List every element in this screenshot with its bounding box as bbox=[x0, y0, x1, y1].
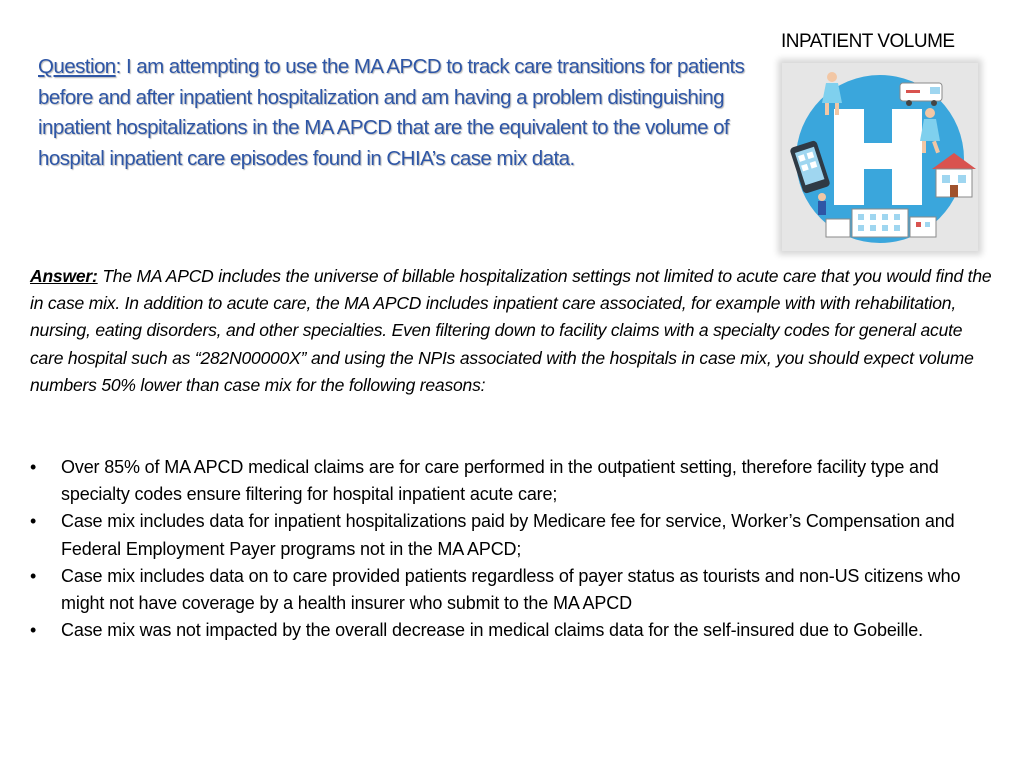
reason-item bbox=[30, 617, 990, 644]
answer-text: The MA APCD includes the universe of billable hospitalization settings not limited to acute care that you would find the in case mix. In addition to acute care, the MA APCD includes inpatient care associated, for example with with rehabilitation, nursing, eating disorders, and other specialties. Even filtering down to facility claims with a specialty codes for general acute care hospital such as “282N00000X” and using the NPIs associated with the hospitals in case mix, you should expect volume numbers 50% lower than case mix for the following reasons: bbox=[30, 266, 992, 395]
reason-text: Over 85% of MA APCD medical claims are for care performed in the outpatient setting, therefore facility type and specialty codes ensure filtering for hospital inpatient acute care; bbox=[61, 457, 939, 505]
question-text: : I am attempting to use the MA APCD to track care transitions for patients before and after inpatient hospitalization and am having a problem distinguishing inpatient hospitalizations in the MA APCD that are the equivalent to the volume of hospital inpatient care episodes found in CHIA’s case mix data. bbox=[38, 55, 745, 170]
reason-item bbox=[30, 563, 990, 617]
reasons-list bbox=[30, 454, 990, 644]
reason-text: Case mix includes data on to care provided patients regardless of payer status as tourists and non-US citizens who might not have coverage by a health insurer who submit to the MA APCD bbox=[61, 565, 961, 614]
bullet-glyph: • bbox=[30, 457, 37, 477]
reason-text: Case mix includes data for inpatient hospitalizations paid by Medicare fee for service, Worker’s Compensation and Federal Employment Payer programs not in the MA APCD; bbox=[61, 511, 955, 559]
slide-title: INPATIENT VOLUME bbox=[781, 31, 955, 52]
bullet-glyph: • bbox=[30, 565, 37, 586]
reason-item bbox=[30, 454, 990, 508]
person-icon bbox=[818, 193, 826, 215]
hospital-icon bbox=[782, 63, 978, 251]
question-paragraph bbox=[38, 52, 773, 174]
reason-item bbox=[30, 508, 990, 562]
bullet-glyph: • bbox=[30, 620, 37, 641]
answer-label: Answer: bbox=[30, 266, 98, 286]
hospital-illustration bbox=[782, 63, 978, 251]
answer-paragraph bbox=[30, 263, 995, 399]
reason-text: Case mix was not impacted by the overall decrease in medical claims data for the self-insured due to Gobeille. bbox=[61, 620, 923, 641]
question-label: Question bbox=[38, 55, 116, 78]
bullet-glyph: • bbox=[30, 511, 37, 532]
